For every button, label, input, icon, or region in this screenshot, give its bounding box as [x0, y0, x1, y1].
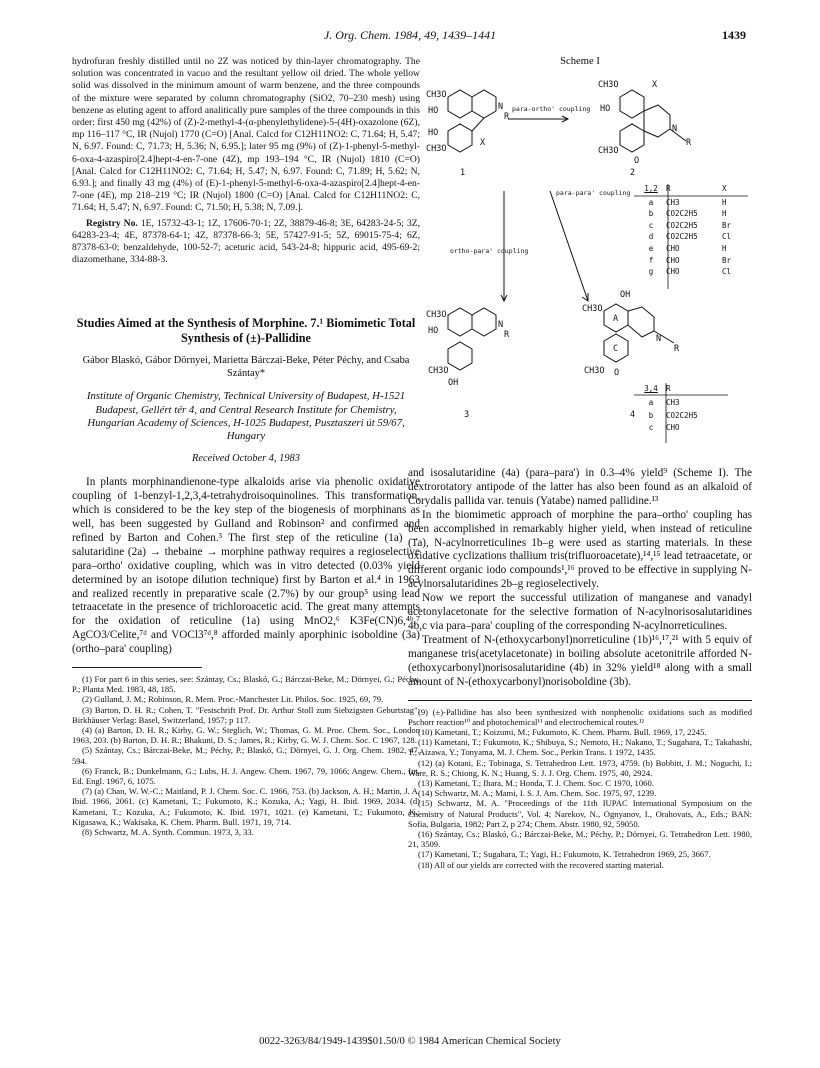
arrow-label-para-para: para-para' coupling [556, 189, 631, 197]
table-cell: a [648, 398, 654, 408]
table-cell: H [722, 209, 727, 219]
article-affiliation: Institute of Organic Chemistry, Technical University of Budapest, H-1521 Budapest, Gellért tér 4, and Central Research Institute for Chemistry, Hungarian Academy of Sciences, H-1025 Budapest, Pusztaszeri út 59/67, Hungary [86, 390, 406, 443]
registry-numbers: 1E, 15732-43-1; 1Z, 17606-70-1; 2Z, 38879-46-8; 3E, 64283-24-5; 3Z, 64283-23-4; 4E, 87378-64-1; 4Z, 87378-66-3; 5E, 57427-91-5; 5Z, 69015-75-4; 6Z, 87378-63-0; benzaldehyde, 100-52-7; aceturic acid, 543-24-8; hippuric acid, 495-69-2; diazomethane, 334-88-3. [72, 217, 420, 266]
footnote-rule [72, 667, 202, 668]
footnote: (1) For part 6 in this series, see: Szántay, Cs.; Blaskó, G.; Bárczai-Beke, M.; Dörnyei, G.; Péchy, P.; Planta Med. 1983, 48, 185. [72, 674, 420, 695]
atom-n: N [498, 320, 504, 330]
body-paragraph-3: Now we report the successful utilization of manganese and vanadyl acetonylacetonate for the selective formation of N-acylnorisosalutaridines 4b,c via para–para' coupling of the corresponding N-acylnorreticulines. [408, 592, 752, 632]
atom-r: R [674, 344, 680, 354]
article-title: Studies Aimed at the Synthesis of Morphine. 7.¹ Biomimetic Total Synthesis of (±)-Pallidine [76, 316, 416, 346]
atom-ch3o: CH3O [582, 304, 603, 314]
footnote: (6) Franck, B.; Dunkelmann, G.; Lubs, H. J. Angew. Chem. 1967, 79, 1066; Angew. Chem., Int. Ed. Engl. 1967, 6, 1075. [72, 765, 420, 787]
table-cell: CH3 [666, 197, 680, 207]
table-cell: Cl [722, 267, 732, 277]
atom-n: N [672, 124, 678, 134]
table-row [636, 243, 752, 255]
footnote: (9) (±)-Pallidine has also been synthesized with nonphenolic oxidations such as modified Pschorr reaction¹⁰ and photochemical¹¹ and electrochemical routes.¹² [408, 706, 752, 727]
table-cell: Cl [722, 232, 732, 242]
registry-label: Registry No. [86, 217, 138, 229]
atom-oh: OH [620, 290, 631, 300]
atom-r: R [686, 138, 692, 148]
table-cell: c [648, 423, 654, 433]
table-row [636, 220, 752, 232]
table-row [636, 410, 736, 422]
substituent-table-1-2 [636, 183, 752, 278]
table-cell: CO2C2H5 [666, 220, 698, 230]
footnote: (3) Barton, D. H. R.; Cohen, T. "Festschrift Prof. Dr. Arthur Stoll zum Siebzigsten Geburtstag"; Birkhäuser Verlag: Basel, Switzerland, 1957; p 117. [72, 704, 420, 725]
left-column [72, 56, 420, 837]
table-cell: b [648, 410, 654, 420]
table-header-cell: 1,2 [644, 184, 658, 193]
footnote: (16) Szántay, Cs.; Blaskó, G.; Bárczai-Beke, M.; Péchy, P.; Dörnyei, G. Tetrahedron Lett. 1980, 21, 3509. [408, 828, 752, 850]
table-cell: a [648, 197, 654, 207]
arrow-label-para-ortho: para-ortho' coupling [512, 105, 591, 113]
atom-ch3o: CH3O [428, 366, 449, 376]
compound-label-1: 1 [460, 168, 466, 178]
table-header-row [636, 383, 736, 395]
atom-ch3o: CH3O [426, 310, 447, 320]
atom-ho: HO [428, 106, 439, 116]
footnotes-right [408, 707, 752, 870]
scheme-figure [408, 71, 752, 467]
atom-x: X [480, 138, 486, 148]
atom-ho: HO [600, 104, 611, 114]
table-cell: H [722, 197, 727, 207]
table-cell: g [648, 267, 654, 277]
table-cell: c [648, 220, 654, 230]
footnote: (4) (a) Barton, D. H. R.; Kirby, G. W.; Steglich, W.; Thomas, G. M. Proc. Chem. Soc., London 1963, 203. (b) Barton, D. H. R.; Bhakuni, D. S.; James, R.; Kirby, G. W. J. Chem. Soc. C 1967, 128. [72, 725, 420, 746]
table-header-cell: R [666, 384, 671, 393]
compound-label-4: 4 [630, 410, 636, 420]
table-cell: b [648, 209, 654, 219]
atom-x: X [652, 80, 658, 90]
table-cell: f [648, 255, 654, 265]
body-paragraph-4: Treatment of N-(ethoxycarbonyl)norreticuline (1b)¹⁶,¹⁷,²¹ with 5 equiv of manganese tris(acetylacetonate) in boiling absolute acetonitrile afforded N-(ethoxycarbonyl)norisosalutaridine (4b) in 32% yield¹⁸ along with a small amount of N-(ethoxycarbonyl)norisoboldine (3b). [408, 633, 752, 688]
experimental-paragraph: hydrofuran freshly distilled until no 2Z was noticed by thin-layer chromatography. The solution was concentrated in vacuo and the resultant yellow oil dried. The whole yellow solid was dissolved in the minimum amount of warm benzene, and the three compounds of the mixture were separated by column chromatography (SiO2, 70–230 mesh) using benzene as eluting agent to afford analitically pure samples of the three compounds in this order: first 450 mg (42%) of (Z)-2-methyl-4-(α-phenylethylidene)-5-(4H)-oxazolone (6Z), mp 116–117 °C, IR (Nujol) 1770 (C=O) [Anal. Calcd for C12H11NO2: C, 71.64; H, 5.47; N, 6.97. Found: C, 71.73; H, 5.36; N, 6.95.]; later 95 mg (9%) of (Z)-1-phenyl-5-methyl-6-oxa-4-azaspiro[2.4]hept-4-en-7-one (4Z), mp 193–194 °C, IR (Nujol) 1810 (C=O) [Anal. Calcd for C12H11NO2: C, 71.64; H, 5.47; N, 6.97. Found: C, 71.89; H, 5.62; N, 6.93.]; and finally 43 mg (4%) of (E)-1-phenyl-5-methyl-6-oxa-4-azaspiro[2.4]hept-4-en-7-one (4E), mp 218–219 °C; IR (Nujol) 1800 (C=O) [Anal. Calcd for C12H11NO2: C, 71.64; H, 5.47; N, 6.97. Found: C, 71.50; H, 5.38; N, 7.09.]. [72, 56, 420, 214]
table-cell: Br [722, 220, 732, 230]
article-body-right [408, 467, 752, 690]
footnote: (15) Schwartz, M. A. "Proceedings of the 11th IUPAC International Symposium on the Chemistry of Natural Products", Vol. 4; Narekov, N., Ognyanov, I., Orahovats, A., Eds.; BAN: Sofia, Bulgaria, 1982; Part 2, p 274; Chem. Abstr. 1980, 92, 59050. [408, 798, 752, 829]
table-header-cell: 3,4 [644, 384, 658, 393]
table-row [636, 397, 736, 409]
table-cell: e [648, 243, 654, 253]
atom-o: O [614, 368, 620, 378]
atom-ho: HO [428, 128, 439, 138]
table-cell: H [722, 243, 727, 253]
atom-ch3o: CH3O [598, 146, 619, 156]
atom-ch3o: CH3O [584, 366, 605, 376]
atom-ho: HO [428, 326, 439, 336]
table-cell: CHO [666, 267, 680, 277]
table-cell: CO2C2H5 [666, 209, 698, 219]
structure-3 [448, 308, 496, 370]
atom-ch3o: CH3O [598, 80, 619, 90]
footnote: (8) Schwartz, M. A. Synth. Commun. 1973, 3, 33. [82, 827, 254, 838]
footnote-rule [408, 700, 752, 701]
atom-oh: OH [448, 378, 459, 388]
substituent-table-3-4 [636, 383, 736, 435]
body-paragraph-1: and isosalutaridine (4a) (para–para') in 0.3–4% yield⁹ (Scheme I). The dextrorotatory antipode of the latter has also been found as an alkaloid of Corydalis pallida var. tenuis (Yatabe) named pallidine.¹³ [408, 467, 752, 507]
table-cell: CO2C2H5 [666, 232, 698, 242]
footnote: (14) Schwartz, M. A.; Mami, I. S. J. Am. Chem. Soc. 1975, 97, 1239. [418, 788, 657, 799]
footnote: (10) Kametani, T.; Koizumi, M.; Fukumoto, K. Chem. Pharm. Bull. 1969, 17, 2245. [418, 726, 707, 737]
scheme-title: Scheme I [560, 56, 600, 67]
footnote: (12) (a) Kotani, E.; Tobinaga, S. Tetrahedron Lett. 1973, 4759. (b) Bobbitt, J. M.; Noguchi, I.; Ware, R. S.; Chiong, K. N.; Huang, S. J. J. Org. Chem. 1975, 40, 2924. [408, 757, 752, 778]
page-number: 1439 [722, 28, 746, 42]
table-cell: CH3 [666, 398, 680, 408]
page-footer: 0022-3263/84/1949-1439$01.50/0 © 1984 American Chemical Society [259, 1036, 561, 1047]
table-cell: d [648, 232, 654, 242]
intro-paragraph: In plants morphinandienone-type alkaloids arise via phenolic oxidative coupling of 1-benzyl-1,2,3,4-tetrahydroisoquinolines. This transformation, which is considered to be the key step of the biogenesis of morphinans as well, has been suggested by Gulland and Robinson² and confirmed and refined by Barton and Cohen.³ The first step of the reticuline (1a) → salutaridine (2a) → thebaine → morphine pathway requires a regioselective para–ortho' oxidative coupling, which was in vitro detected (0.03% yield determined by an isotope dilution technique) first by Barton et al.⁴ in 1963 and realized recently in preparative scale (2.7%) by our group⁵ using lead tetraacetate in the presence of trichloroacetic acid. The great many attempts for the oxidation of reticuline (1a) using MnO2,⁶ K3Fe(CN)6,⁴ᵇ,⁷ AgCO3/Celite,⁷ᵈ and VOCl3⁷ᵈ,⁸ afforded mainly aporphinic isoboldine (3a) (ortho–para' coupling) [72, 476, 420, 656]
table-row [636, 266, 752, 278]
body-paragraph-2: In the biomimetic approach of morphine the para–ortho' coupling has been accomplished in remarkably higher yield, when instead of reticuline (1a), N-acylnorreticulines 1b–g were used as starting materials. In these oxidative cyclizations thallium tris(trifluoroacetate),¹⁴,¹⁵ lead tetraacetate, or different organic iodo compounds¹,¹⁶ proved to be effective in supplying N-acylnorsalutaridines 2b–g regioselectively. [408, 508, 752, 591]
article-authors: Gábor Blaskó, Gábor Dörnyei, Marietta Bárczai-Beke, Péter Péchy, and Csaba Szántay* [82, 355, 410, 380]
article-body-left [72, 476, 420, 657]
table-row [636, 208, 752, 220]
footnotes-left [72, 674, 420, 837]
footnote: (7) (a) Chan, W. W.-C.; Maitland, P. J. Chem. Soc. C. 1966, 753. (b) Jackson, A. H.; Martin, J. A. Ibid. 1966, 2061. (c) Kametani, T.; Fukumoto, K.; Kozuka, A.; Yagi, H. Ibid. 1969, 2034. (d) Kametani, T.; Kozuka, A.; Fukumoto, K. Ibid. 1971, 1021. (e) Kametani, T.; Fukumoto, K.; Kigasawa, K.; Wakisaka, K. Chem. Pharm. Bull. 1971, 19, 714. [72, 786, 420, 827]
atom-n: N [498, 102, 504, 112]
table-cell: CO2C2H5 [666, 410, 698, 420]
table-header-row [636, 183, 752, 195]
table-header-cell: R [666, 184, 671, 193]
atom-r: R [504, 112, 510, 122]
table-row [636, 197, 752, 209]
footnote: (18) All of our yields are corrected with the recovered starting material. [418, 859, 664, 870]
footnote: (17) Kametani, T.; Sugahara, T.; Yagi, H.; Fukumoto, K. Tetrahedron 1969, 25, 3667. [418, 849, 711, 860]
running-header: J. Org. Chem. 1984, 49, 1439–1441 [323, 28, 497, 42]
table-row [636, 255, 752, 267]
table-cell: CHO [666, 255, 680, 265]
ring-label-c: C [613, 344, 619, 354]
arrow-label-ortho-para: ortho-para' coupling [450, 247, 529, 255]
atom-r: R [504, 330, 510, 340]
compound-label-2: 2 [630, 168, 636, 178]
atom-n: N [656, 334, 662, 344]
compound-label-3: 3 [464, 410, 470, 420]
atom-o: O [634, 156, 640, 166]
structure-2 [620, 90, 686, 152]
structure-1 [448, 90, 496, 152]
received-date: Received October 4, 1983 [192, 453, 300, 465]
table-cell: CHO [666, 423, 680, 433]
ring-label-a: A [613, 314, 619, 324]
footnote: (13) Kametani, T.; Ihara, M.; Honda, T. J. Chem. Soc. C 1970, 1060. [418, 777, 654, 788]
footnote: (11) Kametani, T.; Fukumoto, K.; Shibuya, S.; Nemoto, H.; Nakano, T.; Sugahara, T.; Takahashi, T.; Aizawa, Y.; Tonyama, M. J. Chem. Soc., Perkin Trans. 1 1972, 1435. [408, 737, 752, 758]
right-column [408, 56, 752, 870]
registry-paragraph [72, 218, 420, 267]
table-row [636, 422, 736, 434]
footnote: (5) Szántay, Cs.; Bárczai-Beke, M.; Péchy, P.; Blaskó, G.; Dörnyei, G. J. Org. Chem. 1982, 47, 594. [72, 745, 420, 766]
table-header-cell: X [722, 184, 727, 193]
table-row [636, 231, 752, 243]
atom-ch3o: CH3O [426, 90, 447, 100]
table-cell: CHO [666, 243, 680, 253]
table-cell: Br [722, 255, 732, 265]
atom-ch3o: CH3O [426, 144, 447, 154]
footnote: (2) Gulland, J. M.; Robinson, R. Mem. Proc.-Manchester Lit. Philos. Soc. 1925, 69, 79. [82, 694, 384, 705]
